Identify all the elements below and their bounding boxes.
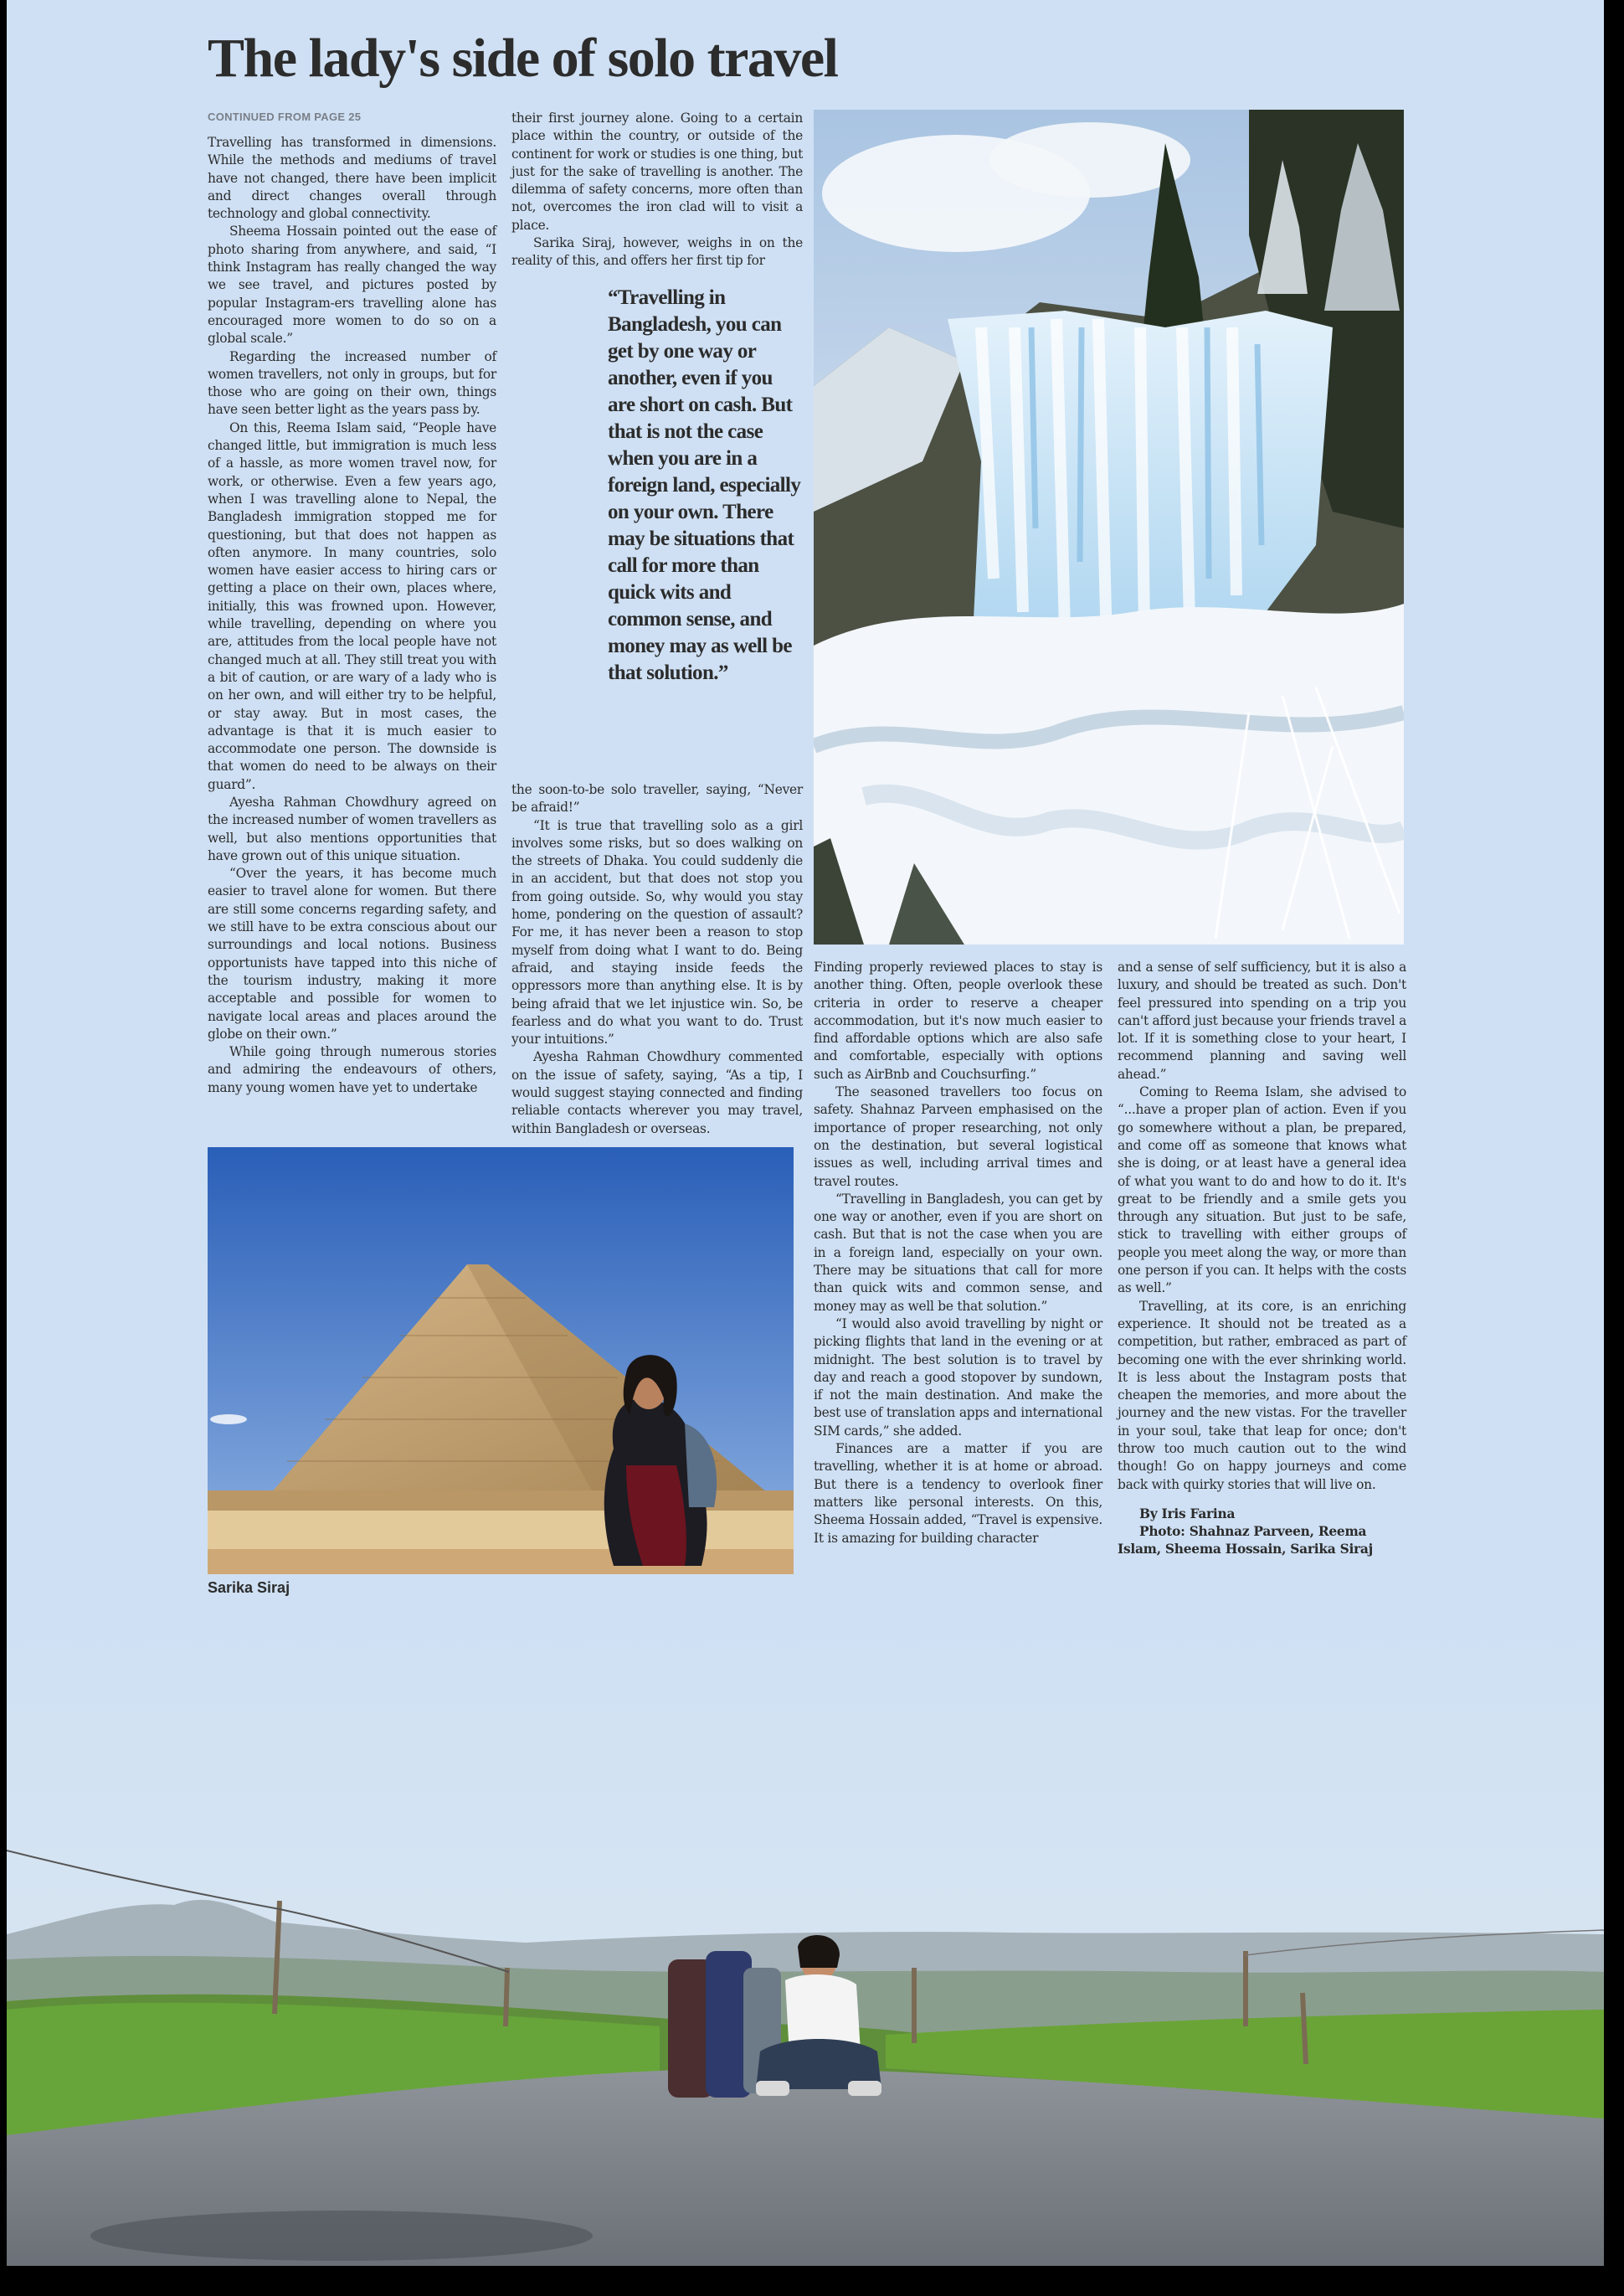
- paragraph: “Travelling in Bangladesh, you can get by one way or another, even if you are short on cash. But that is not the case when you are in a foreign land, especially on your own. There may be situations that call for more than quick wits and common sense, and money may as well be that solution.”: [814, 1191, 1102, 1314]
- paragraph: On this, Reema Islam said, “People have changed little, but immigration is much less of a hassle, as more women travel now, for work, or otherwise. Even a few years ago, when I was travelling alone to Nepal, the Bangladesh immigration stopped me for questioning, but that does not happen as often anymore. In many countries, solo women have easier access to hiring cars or getting a place on their own, places where, initially, this was frowned upon. However, while travelling, depending on where you are, attitudes from the local people have not changed much at all. They still treat you with a bit of caution, or are wary of a lady who is on her own, and will either try to be helpful, or stay away. But in most cases, the advantage is that it is much easier to accommodate one person. The downside is that women do need to be always on their guard”.: [208, 420, 496, 792]
- paragraph: Ayesha Rahman Chowdhury agreed on the increased number of women travellers as well, but also mentions opportunities that have grown out of this unique situation.: [208, 794, 496, 863]
- pull-quote: “Travelling in Bangladesh, you can get by one way or another, even if you are short on cash. But that is not the case when you are in a foreign land, especially on your own. There may be situations that call for more than quick wits and common sense, and money may as well be that solution.”: [608, 286, 801, 684]
- paragraph: Regarding the increased number of women travellers, not only in groups, but for those who are going on their own, things have seen better light as the years pass by.: [208, 348, 496, 418]
- paragraph: The seasoned travellers too focus on safety. Shahnaz Parveen emphasised on the importance of proper researching, not only on the destination, but several logistical issues as well, including arrival times and travel routes.: [814, 1084, 1102, 1189]
- article-column-2-bottom: [511, 781, 803, 1138]
- headline: The lady's side of solo travel: [208, 28, 838, 89]
- paragraph: While going through numerous stories and admiring the endeavours of others, many young women have yet to undertake: [208, 1044, 496, 1095]
- paragraph: Travelling, at its core, is an enriching experience. It should not be treated as a competition, but rather, embraced as part of becoming one with the ever shrinking world. It is less about the Instagram posts that cheapen the memories, and more about the journey and the new vistas. For the traveller in your soul, take that leap for once; don't throw too much caution out to the wind though! Go on happy journeys and come back with quirky stories that will live on.: [1118, 1298, 1406, 1492]
- paragraph: Finances are a matter if you are travelling, whether it is at home or abroad. But there is a tendency to overlook finer matters like personal interests. On this, Sheema Hossain added, “Travel is expensive. It is amazing for building character: [814, 1441, 1102, 1546]
- paragraph: and a sense of self sufficiency, but it is also a luxury, and should be treated as such. Don't feel pressured into spending on a trip you can't afford just because your friends travel a lot. If it is something close to your heart, I recommend planning and saving well ahead.”: [1118, 960, 1406, 1082]
- pyramid-photo-caption: Sarika Siraj: [208, 1579, 290, 1596]
- article-column-4: [1118, 959, 1406, 1558]
- paragraph: “Over the years, it has become much easier to travel alone for women. But there are still some concerns regarding safety, and we still have to be extra conscious about our surroundings and local notions. Business opportunists have tapped into this niche of the tourism industry, making it more acceptable and possible for women to navigate local areas and places around the globe on their own.”: [208, 866, 496, 1042]
- paragraph: Finding properly reviewed places to stay is another thing. Often, people overlook these criteria in order to reserve a cheaper accommodation, but it's now much easier to find affordable options which are also safe and comfortable, especially with options such as AirBnb and Couchsurfing.”: [814, 960, 1102, 1082]
- paragraph: Travelling has transformed in dimensions. While the methods and mediums of travel have not changed, there have been implicit and direct changes overall through technology and global connectivity.: [208, 135, 496, 222]
- paragraph: Sheema Hossain pointed out the ease of photo sharing from anywhere, and said, “I think Instagram has really changed the way we see travel, and pictures posted by popular Instagram-ers travelling alone has encouraged more women to do so on a global scale.”: [208, 224, 496, 347]
- road-trip-photo: [7, 1599, 1604, 2266]
- paragraph: the soon-to-be solo traveller, saying, “Never be afraid!”: [511, 782, 803, 816]
- paragraph: “I would also avoid travelling by night or picking flights that land in the evening or at midnight. The best solution is to travel by day and reach a good stopover by sundown, if not the main destination. And make the best use of translation apps and international SIM cards,” she added.: [814, 1315, 1102, 1439]
- article-column-1: [208, 134, 496, 1097]
- article-column-3: [814, 959, 1102, 1547]
- continued-from-label: CONTINUED FROM PAGE 25: [208, 111, 362, 123]
- article-column-2-top: [511, 110, 803, 270]
- paragraph: their first journey alone. Going to a certain place within the country, or outside of the continent for work or studies is one thing, but just for the sake of travelling is another. The dilemma of safety concerns, more often than not, overcomes the iron clad will to visit a place.: [511, 111, 803, 233]
- photo-credit: Photo: Shahnaz Parveen, Reema Islam, Sheema Hossain, Sarika Siraj: [1118, 1523, 1373, 1557]
- paragraph: Sarika Siraj, however, weighs in on the reality of this, and offers her first tip for: [511, 235, 803, 269]
- byline-block: [1118, 1506, 1406, 1558]
- paragraph: Ayesha Rahman Chowdhury commented on the issue of safety, saying, “As a tip, I would suggest staying connected and finding reliable contacts wherever you may travel, within Bangladesh or overseas.: [511, 1049, 803, 1136]
- paragraph: Coming to Reema Islam, she advised to “...have a proper plan of action. Even if you go somewhere without a plan, be prepared, and come off as someone that knows what she is doing, or at least have a general idea of what you want to do and how to do it. It's great to be friendly and a smile gets you through any situation. But just to be safe, stick to travelling with either groups of people you meet along the way, or more than one person if you can. It helps with the costs as well.”: [1118, 1084, 1406, 1296]
- newspaper-page: [7, 0, 1604, 2266]
- paragraph: “It is true that travelling solo as a girl involves some risks, but so does walking on the streets of Dhaka. You could suddenly die in an accident, but that does not stop you from going outside. So, why would you stay home, pondering on the question of assault? For me, it has never been a reason to stop myself from doing what I want to do. Being afraid, and staying inside feeds the oppressors more than anything else. It is by being afraid that we let injustice win. So, be fearless and do what you want to do. Trust your intuitions.”: [511, 817, 803, 1048]
- pyramid-photo: [208, 1147, 794, 1574]
- frozen-waterfall-photo: [814, 110, 1404, 945]
- byline: By Iris Farina: [1139, 1506, 1236, 1521]
